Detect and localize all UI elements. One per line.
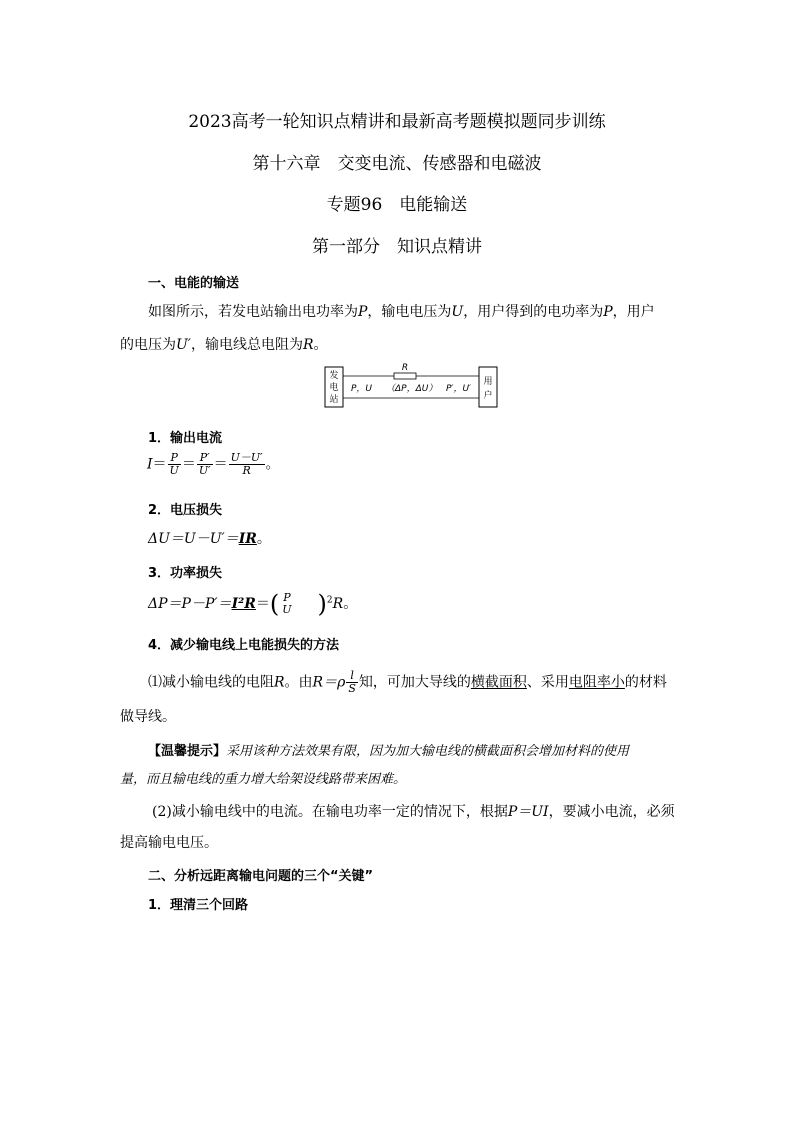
method-2-line-1: (2)减小输电线中的电流。在输电功率一定的情况下，根据P＝UI，要减小电流，必须	[152, 804, 675, 820]
method-2-line-2: 提高输电电压。	[120, 835, 218, 851]
item-3-heading: 3．功率损失	[148, 566, 223, 581]
item-4-heading: 4．减少输电线上电能损失的方法	[148, 638, 340, 653]
formula-voltage-loss: ΔU＝U－U′＝IR。	[148, 531, 271, 547]
station-label-3: 站	[329, 395, 339, 405]
user-box	[479, 367, 497, 407]
resistor-label: R	[401, 363, 409, 373]
section-2-item-1: 1．理清三个回路	[148, 898, 249, 913]
transmission-diagram	[324, 362, 499, 410]
left-label: P，U	[351, 384, 373, 394]
user-label-2: 户	[483, 391, 493, 401]
section-heading-1: 一、电能的输送	[148, 276, 240, 291]
part-title: 第一部分 知识点精讲	[312, 237, 482, 257]
intro-line-2: 的电压为U′，输电线总电阻为R。	[120, 337, 328, 353]
tip-label: 【温馨提示】	[148, 744, 227, 759]
formula-power-loss: ΔP＝P－P′＝I²R＝( P U )$^2$R。	[148, 590, 358, 618]
method-1-line-2: 做导线。	[120, 709, 176, 725]
item-2-heading: 2．电压损失	[148, 503, 223, 518]
tip-line-2: 量，而且输电线的重力增大给架设线路带来困难。	[120, 772, 407, 787]
doc-title: 2023高考一轮知识点精讲和最新高考题模拟题同步训练	[188, 112, 606, 132]
method-1-line-1: ⑴减小输电线的电阻R。由R＝ρ $\frac{l}{S}$ 知，可加大导线的横截面积、采用电阻率小的材料	[148, 669, 667, 695]
mid-label: （ΔP，ΔU）	[386, 384, 438, 394]
item-1-heading: 1．输出电流	[148, 431, 223, 446]
station-label-2: 电	[329, 383, 339, 393]
tip-line-1: 【温馨提示】采用该种方法效果有限，因为加大输电线的横截面积会增加材料的使用	[148, 744, 630, 759]
formula-current: I＝ $\frac{P}{U}$ ＝ $\frac{P'}{U'}$ ＝ $\frac{U-U'}{R}$ 。	[147, 451, 280, 477]
resistor-symbol	[394, 373, 416, 379]
station-label-1: 发	[329, 371, 339, 381]
right-label: P′，U′	[446, 384, 472, 394]
section-heading-2: 二、分析远距离输电问题的三个“关键”	[148, 869, 374, 884]
topic-title: 专题96 电能输送	[326, 195, 468, 215]
user-label-1: 用	[483, 377, 493, 387]
intro-line-1: 如图所示，若发电站输出电功率为P，输电电压为U，用户得到的电功率为P，用户	[148, 304, 655, 320]
chapter-title: 第十六章 交变电流、传感器和电磁波	[252, 154, 542, 174]
